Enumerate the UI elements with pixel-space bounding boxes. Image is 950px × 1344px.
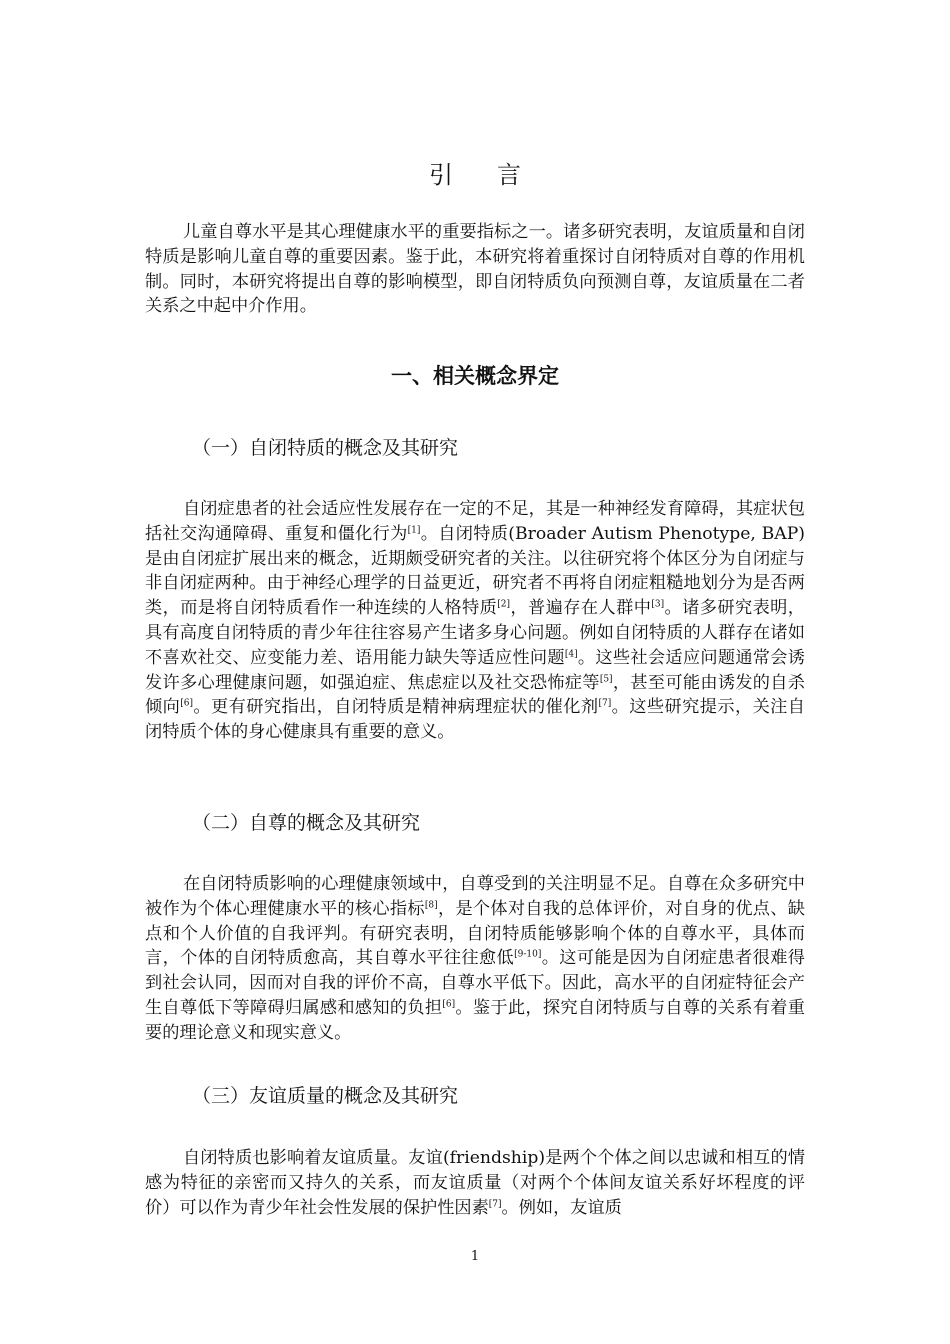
text-segment: 。这些社会适应问题通常会诱发许多心理健康问题，如强迫症、焦虑症以及社交恐怖症等 [145,647,805,693]
subsection-heading-autistic-traits: （一）自闭特质的概念及其研究 [192,437,459,459]
text-segment: 。自闭特质(Broader Autism Phenotype, BAP)是由自闭症扩展出来的概念，近期颇受研究者的关注。以往研究将个体区分为自闭症与非自闭症两种。由于神经心理学的日益更近，研究者不再将自闭症粗糙地划分为是否两类，而是将自闭特质看作一种连续的人格特质 [145,523,805,619]
citation: [2] [497,599,510,610]
text-segment: 。诸多研究表明，具有高度自闭特质的青少年往往容易产生诸多身心问题。例如自闭特质的人群存在诸如不喜欢社交、应变能力差、语用能力缺失等适应性问题 [145,598,805,668]
text-segment: ，普遍存在人群中 [510,598,652,619]
citation: [8] [424,900,438,911]
citation: [7] [598,698,612,709]
citation: [9-10] [514,949,542,960]
section-heading-concepts: 一、相关概念界定 [391,364,559,388]
citation: [1] [407,525,421,536]
paragraph-autistic-traits [145,497,805,745]
intro-paragraph: 儿童自尊水平是其心理健康水平的重要指标之一。诸多研究表明，友谊质量和自闭特质是影响儿童自尊的重要因素。鉴于此，本研究将着重探讨自闭特质对自尊的作用机制。同时，本研究将提出自尊的影响模型，即自闭特质负向预测自尊，友谊质量在二者关系之中起中介作用。 [145,222,805,317]
subsection-heading-friendship-quality: （三）友谊质量的概念及其研究 [192,1085,459,1107]
page-number: 1 [470,1249,480,1264]
citation: [7] [488,1198,502,1209]
text-segment: 。这可能是因为自闭症患者很难得到社会认同，因而对自我的评价不高，自尊水平低下。因此，高水平的自闭症特征会产生自尊低下等障碍归属感和感知的负担 [145,948,805,1018]
text-segment: 。这些研究提示，关注自闭特质个体的身心健康具有重要的意义。 [145,697,805,743]
citation: [6] [442,999,456,1010]
paragraph-self-esteem [145,872,805,1046]
citation: [6] [180,698,193,709]
paragraph-friendship-quality [145,1146,805,1220]
page-title: 引言 [429,161,565,189]
text-segment: 。鉴于此，探究自闭特质与自尊的关系有着重要的理论意义和现实意义。 [145,997,805,1043]
text-segment: 。例如，友谊质 [501,1197,622,1218]
text-segment: ，甚至可能由诱发的自杀倾向 [145,672,805,718]
subsection-heading-self-esteem: （二）自尊的概念及其研究 [192,812,421,834]
text-segment: ，是个体对自我的总体评价，对自身的优点、缺点和个人价值的自我评判。有研究表明，自闭特质能够影响个体的自尊水平，具体而言，个体的自闭特质愈高，其自尊水平往往愈低 [145,898,805,969]
text-segment: 自闭特质也影响着友谊质量。友谊(friendship)是两个个体之间以忠诚和相互的情感为特征的亲密而又持久的关系，而友谊质量（对两个个体间友谊关系好坏程度的评价）可以作为青少年社会性发展的保护性因素 [145,1148,805,1218]
citation: [3] [651,599,665,610]
citation: [4] [564,649,578,660]
text-segment: 自闭症患者的社会适应性发展存在一定的不足，其是一种神经发育障碍，其症状包括社交沟通障碍、重复和僵化行为 [145,499,805,544]
text-segment: 在自闭特质影响的心理健康领域中，自尊受到的关注明显不足。自尊在众多研究中被作为个体心理健康水平的核心指标 [145,874,805,919]
text-segment: 。更有研究指出，自闭特质是精神病理症状的催化剂 [192,697,599,718]
citation: [5] [599,673,613,684]
